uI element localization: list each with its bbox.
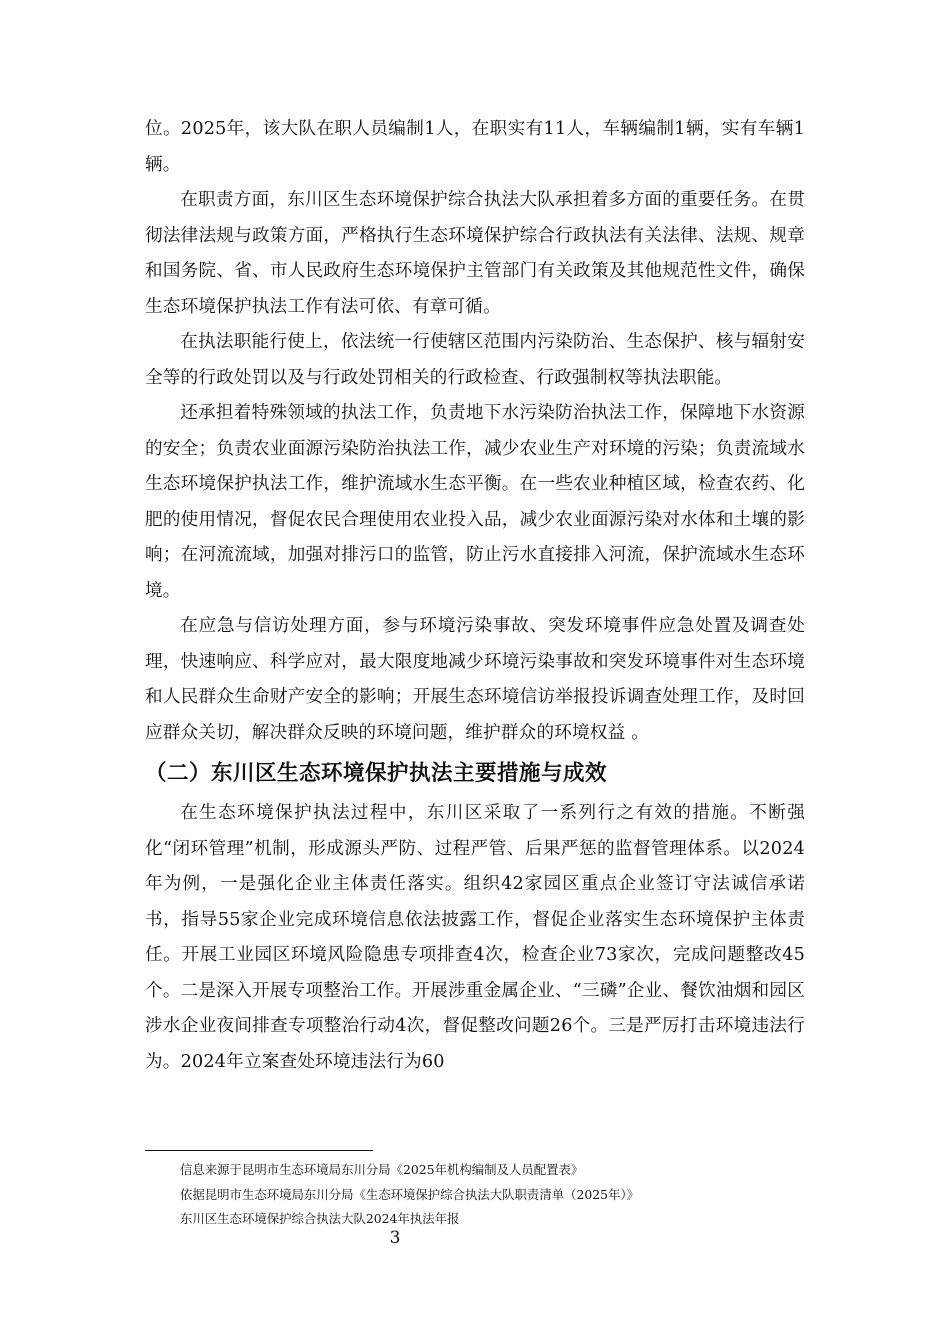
paragraph-4: 还承担着特殊领域的执法工作，负责地下水污染防治执法工作，保障地下水资源的安全；负责农业面源污染防治执法工作，减少农业生产对环境的污染；负责流域水生态环境保护执法工作，维护流域水生态平衡。在一些农业种植区域，检查农药、化肥的使用情况，督促农民合理使用农业投入品，减少农业面源污染对水体和土壤的影响；在河流流域，加强对排污口的监管，防止污水直接排入河流，保护流域水生态环境。: [145, 403, 805, 601]
footnote-1: 信息来源于昆明市生态环境局东川分局《2025年机构编制及人员配置表》: [180, 1162, 584, 1177]
body-text: [145, 112, 805, 1080]
section-heading: （二）东川区生态环境保护执法主要措施与成效: [145, 761, 608, 786]
paragraph-6: 在生态环境保护执法过程中，东川区采取了一系列行之有效的措施。不断强化“闭环管理”机制，形成源头严防、过程严管、后果严惩的监督管理体系。以2024年为例，一是强化企业主体责任落实。组织42家园区重点企业签订守法诚信承诺书，指导55家企业完成环境信息依法披露工作，督促企业落实生态环境保护主体责任。开展工业园区环境风险隐患专项排查4次，检查企业73家次，完成问题整改45个。二是深入开展专项整治工作。开展涉重金属企业、“三磷”企业、餐饮油烟和园区涉水企业夜间排查专项整治行动4次，督促整改问题26个。三是严厉打击环境违法行为。2024年立案查处环境违法行为60: [145, 803, 805, 1072]
footnote-separator: [145, 1150, 373, 1151]
footnote-3: 东川区生态环境保护综合执法大队2024年执法年报: [180, 1211, 460, 1226]
page-number: 3: [389, 1228, 401, 1248]
paragraph-1: 位。2025年，该大队在职人员编制1人，在职实有11人，车辆编制1辆，实有车辆1辆。: [145, 119, 805, 175]
paragraph-2: 在职责方面，东川区生态环境保护综合执法大队承担着多方面的重要任务。在贯彻法律法规与政策方面，严格执行生态环境保护综合行政执法有关法律、法规、规章和国务院、省、市人民政府生态环境保护主管部门有关政策及其他规范性文件，确保生态环境保护执法工作有法可依、有章可循。: [145, 190, 805, 317]
paragraph-3: 在执法职能行使上，依法统一行使辖区范围内污染防治、生态保护、核与辐射安全等的行政处罚以及与行政处罚相关的行政检查、行政强制权等执法职能。: [145, 332, 805, 388]
paragraph-5: 在应急与信访处理方面，参与环境污染事故、突发环境事件应急处置及调查处理，快速响应、科学应对，最大限度地减少环境污染事故和突发环境事件对生态环境和人民群众生命财产安全的影响；开展生态环境信访举报投诉调查处理工作，及时回应群众关切，解决群众反映的环境问题，维护群众的环境权益 。: [145, 616, 805, 743]
footnote-2: 依据昆明市生态环境局东川分局《生态环境保护综合执法大队职责清单（2025年）》: [180, 1186, 640, 1202]
footnotes: [180, 1158, 800, 1232]
